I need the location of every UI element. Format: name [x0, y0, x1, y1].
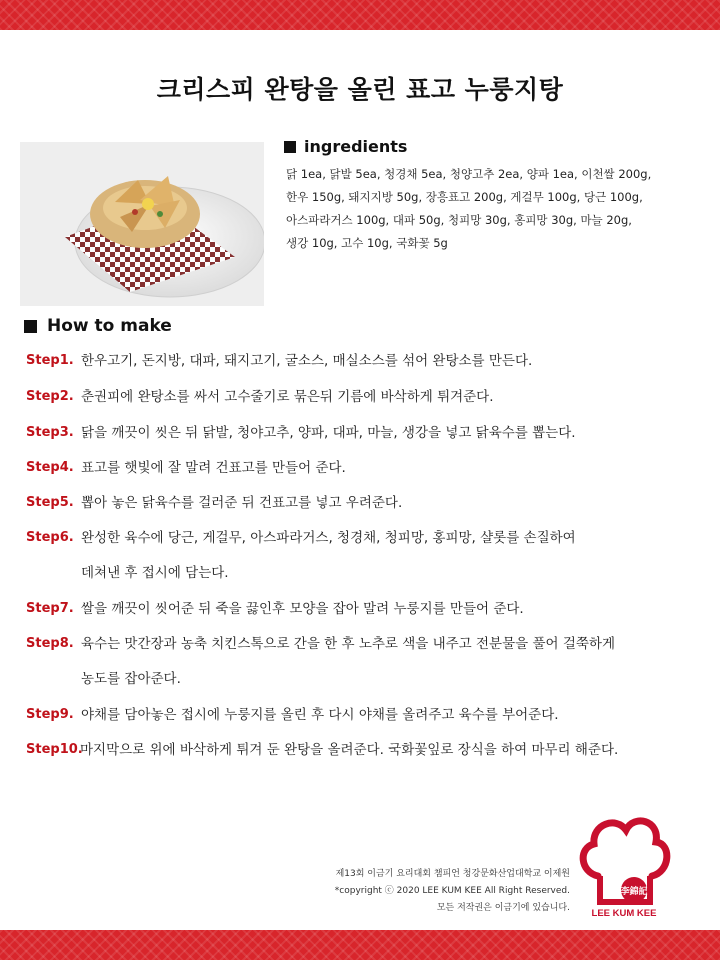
recipe-title: 크리스피 완탕을 올린 표고 누룽지탕	[156, 75, 564, 104]
step-label: Step9.	[26, 707, 74, 722]
dish-illustration	[20, 142, 264, 306]
how-to-make-heading-text: How to make	[47, 316, 172, 336]
heading-bullet-icon	[284, 141, 296, 153]
heading-bullet-icon	[24, 320, 37, 333]
chef-hat-icon	[576, 810, 672, 920]
how-to-make-heading	[24, 316, 172, 336]
step-text: 표고를 햇빛에 잘 말려 건표고를 만들어 준다.	[81, 460, 346, 476]
step-text: 춘권피에 완탕소를 싸서 고수줄기로 묶은뒤 기름에 바삭하게 튀겨준다.	[81, 389, 494, 405]
ingredients-heading	[284, 137, 407, 156]
top-decorative-band	[0, 0, 720, 30]
step-text: 완성한 육수에 당근, 게걸무, 아스파라거스, 청경채, 청피망, 홍피망, 샬롯를 손질하여	[81, 530, 576, 546]
step-text: 육수는 맛간장과 농축 치킨스톡으로 간을 한 후 노추로 색을 내주고 전분물을 풀어 걸쭉하게	[81, 636, 616, 652]
footer-credits	[335, 866, 570, 917]
step-label: Step10.	[26, 742, 83, 757]
ingredients-line: 아스파라거스 100g, 대파 50g, 청피망 30g, 홍피망 30g, 마늘 20g,	[286, 213, 632, 227]
step-text: 쌀을 깨끗이 씻어준 뒤 죽을 끓인후 모양을 잡아 말려 누룽지를 만들어 준다.	[81, 601, 524, 617]
ingredients-list	[286, 163, 706, 255]
logo-english-text: LEE KUM KEE	[591, 908, 657, 919]
footer-credit-line: 제13회 이금기 요리대회 챔피언 청강문화산업대학교 이제원	[335, 869, 570, 879]
dish-photo	[20, 142, 264, 306]
step-label: Step8.	[26, 636, 74, 651]
step-text: 야채를 담아놓은 접시에 누룽지를 올린 후 다시 야채를 올려주고 육수를 부어준다.	[81, 707, 559, 723]
step-text: 뽑아 놓은 닭육수를 걸러준 뒤 건표고를 넣고 우려준다.	[81, 495, 403, 511]
step-label: Step1.	[26, 353, 74, 368]
step-text: 마지막으로 위에 바삭하게 튀겨 둔 완탕을 올려준다. 국화꽃잎로 장식을 하여 마무리 해준다.	[80, 742, 619, 758]
step-label: Step7.	[26, 601, 74, 616]
step-label: Step5.	[26, 495, 74, 510]
step-text-continued: 농도를 잡아준다.	[81, 671, 181, 687]
step-text: 한우고기, 돈지방, 대파, 돼지고기, 굴소스, 매실소스를 섞어 완탕소를 만든다.	[81, 353, 533, 369]
footer-rights-line: 모든 저작권은 이금기에 있습니다.	[436, 903, 570, 913]
ingredients-line: 생강 10g, 고수 10g, 국화꽃 5g	[286, 236, 448, 250]
logo-chinese-text: 李錦記	[620, 887, 648, 897]
step-label: Step3.	[26, 425, 74, 440]
ingredients-line: 닭 1ea, 닭발 5ea, 청경채 5ea, 청양고추 2ea, 양파 1ea, 이천쌀 200g,	[286, 167, 652, 181]
step-label: Step4.	[26, 460, 74, 475]
step-label: Step6.	[26, 530, 74, 545]
ingredients-line: 한우 150g, 돼지지방 50g, 장흥표고 200g, 게걸무 100g, 당근 100g,	[286, 190, 643, 204]
footer-copyright-line: *copyright ⓒ 2020 LEE KUM KEE All Right Reserved.	[334, 886, 570, 896]
ingredients-heading-text: ingredients	[304, 137, 408, 156]
lee-kum-kee-logo	[576, 810, 672, 920]
step-text-continued: 데쳐낸 후 접시에 담는다.	[81, 565, 229, 581]
step-label: Step2.	[26, 389, 74, 404]
step-text: 닭을 깨끗이 씻은 뒤 닭발, 청야고추, 양파, 대파, 마늘, 생강을 넣고 닭육수를 뽑는다.	[81, 425, 576, 441]
bottom-decorative-band	[0, 930, 720, 960]
